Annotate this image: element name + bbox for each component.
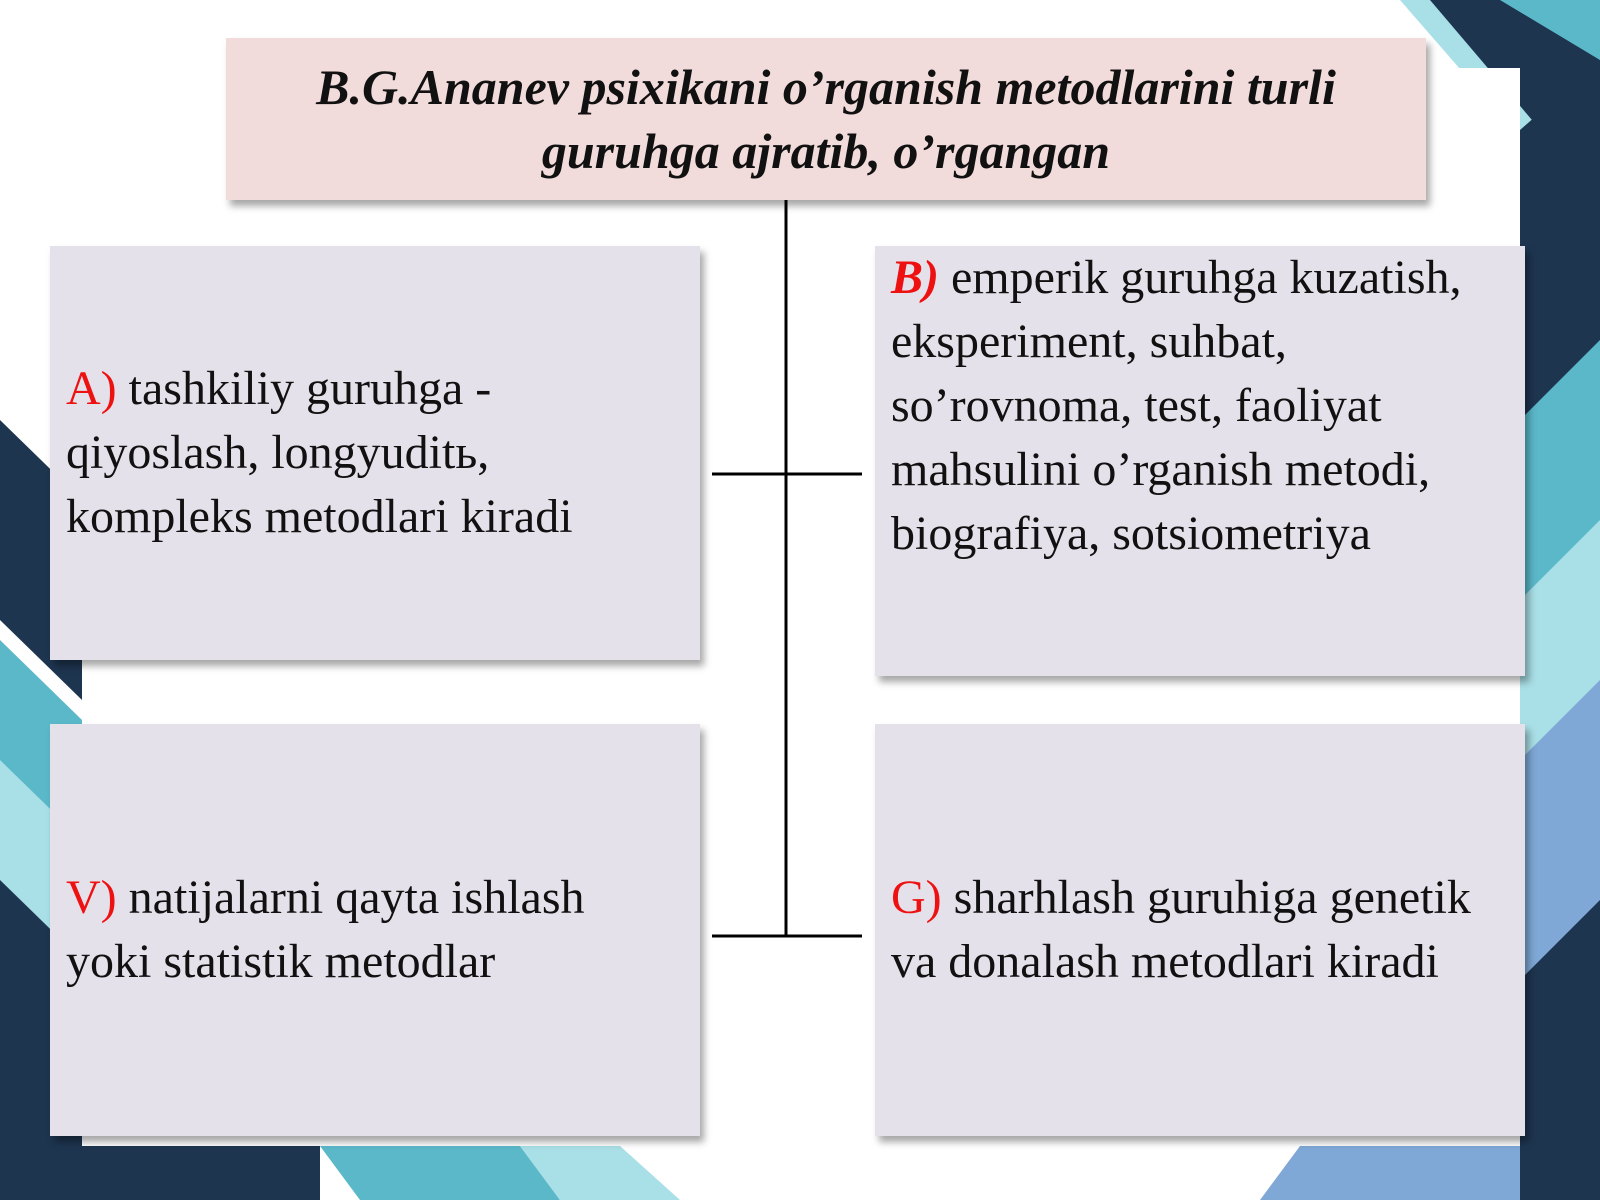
group-text (66, 357, 680, 549)
group-marker: V) (66, 871, 117, 924)
group-marker: B) (891, 251, 939, 304)
group-box-b (875, 246, 1525, 676)
group-description: natijalarni qayta ishlash yoki statistik metodlar (66, 871, 585, 988)
group-description: tashkiliy guruhga - qiyoslash, longyuditь, kompleks metodlari kiradi (66, 362, 573, 543)
group-text (891, 866, 1505, 994)
group-text (891, 246, 1505, 566)
group-box-a (50, 246, 700, 660)
group-marker: G) (891, 871, 942, 924)
group-text (66, 866, 680, 994)
group-marker: A) (66, 362, 117, 415)
group-box-g (875, 724, 1525, 1136)
group-description: sharhlash guruhiga genetik va donalash metodlari kiradi (891, 871, 1471, 988)
group-description: emperik guruhga kuzatish, eksperiment, suhbat, so’rovnoma, test, faoliyat mahsulini o’rganish metodi, biografiya, sotsiometriya (891, 251, 1462, 560)
title-box (226, 38, 1426, 200)
group-box-v (50, 724, 700, 1136)
diagram-title: B.G.Ananev psixikani o’rganish metodlarini turli guruhga ajratib, o’rgangan (316, 59, 1336, 179)
